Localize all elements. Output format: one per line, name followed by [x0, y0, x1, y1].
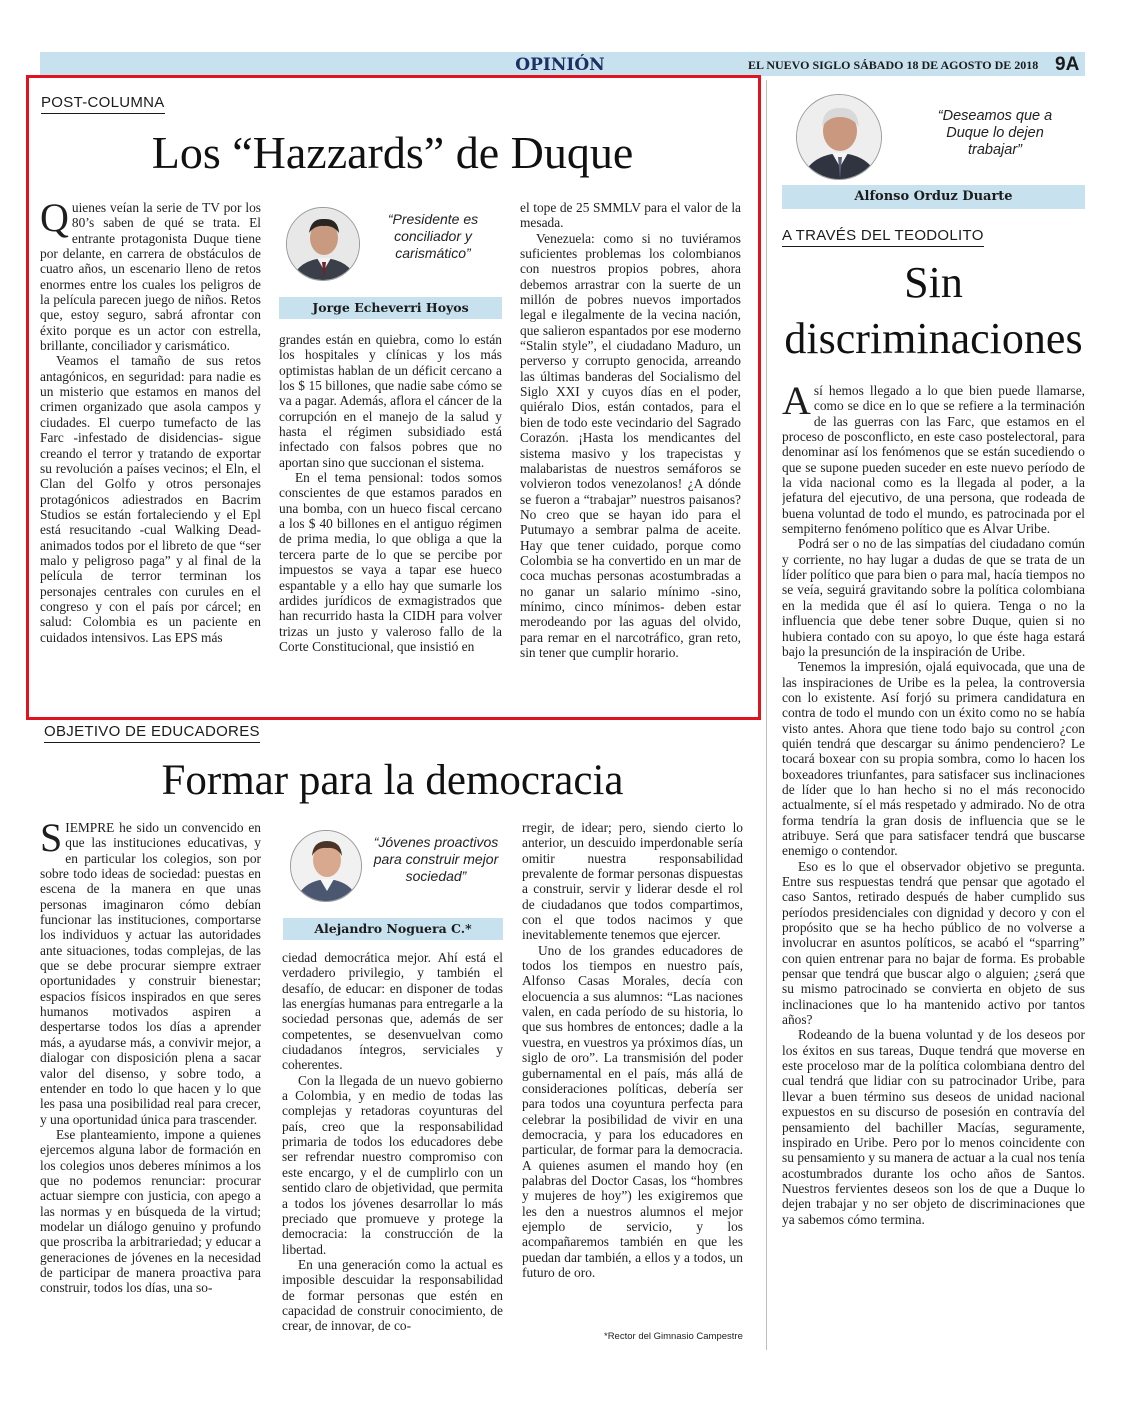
article3-headline-line1: Sin	[904, 258, 963, 307]
article3-author-box	[782, 92, 1085, 209]
column-divider	[766, 80, 767, 1350]
article3-body: Así hemos llegado a lo que bien puede llamarse, como se dice en lo que se refiere a la terminación de las guerras con las Farc, que estamos en el proceso de posconflicto, en este caso postelectoral, para denominar así los fenómenos que se están sucediendo o que se supone pueden suceder en este nuevo período de la vida nacional como es la llegada al poder, a la jefatura del ejecutivo, de una persona, que rodeada de buena voluntad de todo el mundo, es patrocinada por el sempiterno fenómeno político que es Alvar Uribe. Podrá ser o no de las simpatías del ciudadano común y corriente, no hay lugar a dudas de que se trata de un líder político que para bien o para mal, hacía tiempos no se veía, seguirá gravitando sobre la política colombiana en la medida que él así lo quiera. Tenga o no la influencia que debe tener sobre Duque, quien si no hubiera contado con su apoyo, lo que éste haga estará bajo la presunción de la inspiración de Uribe. Tenemos la impresión, ojalá equivocada, que una de las inspiraciones de Uribe es la pelea, la controversia con lo existente. Así forjó su primera candidatura en contra de todo el mundo con un éxito como no se había visto antes. Ahora que tiene todo bajo su control ¿con quién tendrá que descargar su ánimo pendenciero? Le tocará boxear con su propia sombra, como lo hacen los boxeadores triunfantes, para satisfacer sus inclinaciones de líder que lo han hecho si no el más reconocido actualmente, sí el más respetado y admirado. No de otra forma tendría la gran dosis de influencia que se le atribuye. Será que para satisfacer tendrá que buscarse enemigo o contendor. Eso es lo que el observador objetivo se pregunta. Entre sus respuestas tendrá que pensar que agotado el caso Santos, retirado después de haber cumplido sus períodos presidenciales con dignidad y decoro y con el propósito que se ha hecho público de no volverse a involucrar en asuntos políticos, se acabó el “sparring” con quien entrenar para no bajar de forma. Es probable pensar que tendrá que buscar algo o alguien; ¿será que su mismo patrocinado se convierta en objeto de sus inclinaciones que lo ha mantenido activo por tantos años? Rodeando de la buena voluntad y de los deseos por los éxitos en sus tareas, Duque tendrá que moverse en este proceloso mar de la política colombiana dentro del cual tendrá que lidiar con su patrocinador Uribe, para llevar a buen término sus deseos de unidad nacional expuestos en su discurso de posesión en contravía del pensamiento del bachiller Macías, seguramente, inspirado en Uribe. Pero por lo menos coincidente con su pensamiento y su manera de actuar a la cual nos tenía acostumbrados durante los ocho años de Santos. Nuestros fervientes deseos son los de que a Duque lo dejen trabajar y no ser objeto de discriminaciones que ya sabemos cómo termina.	[782, 383, 1085, 1227]
dropcap: A	[782, 383, 811, 423]
author-photo-icon	[286, 207, 360, 281]
page-number: 9A	[1055, 54, 1080, 75]
article2-author-box	[283, 824, 503, 940]
masthead-date: EL NUEVO SIGLO SÁBADO 18 DE AGOSTO DE 2018	[748, 58, 1039, 72]
article2-column-1: SIEMPRE he sido un convencido en que las instituciones educativas, y en particular los colegios, son por sobre todo ideas de sociedad: puestas en escena de la manera en que unas personas imaginaron cómo debían funcionar las instituciones, comportarse los individuos y actuar las autoridades ante situaciones, todas complejas, de las que se debe procurar siempre extraer oportunidades y construir bienestar; espacios físicos inspirados en que seres humanos motivados aspiren a despertarse todos los días a aprender más, a ayudarse más, a convivir mejor, a dialogar con disposición plena a sacar valor del disenso, y sobre todo, a entender en todo lo que hacen y lo que les pasa una posibilidad real para crecer, y una oportunidad única para trascender. Ese planteamiento, impone a quienes ejercemos alguna labor de formación en los colegios unos deberes mínimos a los que no podemos renunciar: procurar actuar siempre con justicia, con apego a las normas y en búsqueda de la virtud; modelar un diálogo genuino y profundo que proscriba la arbitrariedad; y educar a generaciones de jóvenes en la necesidad de participar de manera proactiva para construir, todos los días, una so-	[40, 820, 261, 1296]
article2-column-2: ciedad democrática mejor. Ahí está el verdadero privilegio, y también el desafío, de educar: en disponer de todas las energías humanas para entregarle a la sociedad personas que, además de ser competentes, se desenvuelvan como ciudadanos íntegros, serviciales y coherentes. Con la llegada de un nuevo gobierno a Colombia, y en medio de todas las complejas y retadoras coyunturas del país, creo que la responsabilidad primaria de todos los educadores debe ser refrendar nuestro compromiso con este encargo, y el de cumplirlo con un sentido claro de objetividad, que permita a todos los jóvenes desarrollar lo más preciado que promueve y protege la democracia: la construcción de la libertad. En una generación como la actual es imposible descuidar la responsabilidad de formar personas que estén en capacidad de construir conocimiento, de crear, de innovar, de co-	[282, 950, 503, 1334]
article2-author-name: Alejandro Noguera C.*	[283, 918, 503, 940]
dropcap: S	[40, 820, 63, 860]
section-name: OPINIÓN	[515, 55, 605, 75]
article3-headline-line2: discriminaciones	[784, 314, 1083, 363]
article2-headline: Formar para la democracia	[161, 757, 624, 804]
article1-headline: Los “Hazzards” de Duque	[151, 127, 634, 178]
article1-pull-quote: “Presidente es conciliador y carismático”	[387, 211, 479, 261]
article1-author-name: Jorge Echeverri Hoyos	[279, 297, 502, 319]
article3-kicker: A TRAVÉS DEL TEODOLITO	[782, 227, 984, 247]
article1-column-2: grandes están en quiebra, como lo están los hospitales y clínicas y los más optimistas hablan de un déficit cercano a los $ 15 billones, que nadie sabe cómo se va a pagar. Además, aflora el cáncer de la corrupción en el manejo de la salud y hasta el régimen subsidiado está infectado con falsos pobres que no aportan sino que succionan el sistema. En el tema pensional: todos somos conscientes de que estamos parados en una bomba, con un hueco fiscal cercano a los $ 40 billones en el antiguo régimen de prima media, lo que obliga a que la tercera parte de lo que se percibe por impuestos se vaya a tapar ese hueco espantable y a ello hay que sumarle los ardides jurídicos de exmagistrados que han recurrido hasta la CIDH para volver trizas un justo y valeroso fallo de la Corte Constitucional, que insistió en	[279, 332, 502, 654]
article1-column-1: Quienes veían la serie de TV por los 80’s saben de qué se trata. El entrante protagonista Duque tiene por delante, en carrera de obstáculos de cuatro años, un escenario lleno de retos enormes entre los cuales los peligros de la película parecen juego de niños. Retos que, estoy seguro, sabrá afrontar con éxito porque es un actor con estrella, brillante, conciliador y carismático. Veamos el tamaño de sus retos antagónicos, en seguridad: para nadie es un misterio que estamos en manos del crimen organizado que asola campos y ciudades. El cuerpo tumefacto de las Farc -infestado de disidencias- sigue creando el terror y tratando de exportar su revolución a países vecinos; el Eln, el Clan del Golfo y otros personajes protagónicos adiestrados en Bacrim Studios se están fortaleciendo y el Epl está resucitando -cual Walking Dead- animados todos por el libreto de que “ser malo y peligroso paga” y al final de la película de terror terminan los personajes centrales con curules en el congreso y con el país por cárcel; en salud: Colombia es un paciente en cuidados intensivos. Las EPS más	[40, 200, 261, 645]
article3-author-name: Alfonso Orduz Duarte	[782, 185, 1085, 209]
article2-kicker: OBJETIVO DE EDUCADORES	[44, 723, 260, 743]
article1-column-3: el tope de 25 SMMLV para el valor de la mesada. Venezuela: como si no tuviéramos suficientes problemas los colombianos con nuestros propios pobres, ahora debemos arrastrar con la suerte de un millón de pobres nuevos importados legal e ilegalmente de la vecina nación, que salieron espantados por ese moderno “Stalin style”, el ciudadano Maduro, un perverso y corrupto genocida, arreando las últimas banderas del Socialismo del Siglo XXI y cuyos días en el poder, quiéralo Dios, están contados, para el bien de todo este vecindario del Sagrado Corazón. ¡Hasta los mendicantes del sistema masivo y los trapecistas y malabaristas de nuestros semáforos se volvieron todos venezolanos! ¿A dónde se fueron a “trabajar” nuestros paisanos? No creo que se hayan ido para el Putumayo a sembrar palma de aceite. Hay que tener cuidado, porque como Colombia se ha convertido en un mar de coca muchas personas acostumbradas a no ganar un salario mínimo -sino, mínimo, cinco mínimos- deben estar merodeando por las aguas del olvido, para remar en el narcotráfico, gran reto, sin tener que cumplir horario.	[520, 200, 741, 660]
article1-kicker: POST-COLUMNA	[41, 94, 165, 114]
author-photo-icon	[796, 94, 882, 180]
article1-author-box	[279, 199, 502, 319]
dropcap: Q	[40, 200, 69, 240]
article2-footnote: *Rector del Gimnasio Campestre	[604, 1331, 743, 1342]
article2-column-3: rregir, de idear; pero, siendo cierto lo anterior, un descuido imperdonable sería omitir nuestra responsabilidad prevalente de formar personas dispuestas a construir, servir y liderar desde el rol de ciudadanos que todos compartimos, con el que todos nacimos y que inevitablemente tenemos que ejercer. Uno de los grandes educadores de todos los tiempos en nuestro país, Alfonso Casas Morales, decía con elocuencia a sus alumnos: “Las naciones valen, en cada período de su historia, lo que sus hombres de entonces; dadle a la vuestra, en vuestros ya próximos días, un siglo de oro”. La transmisión del poder gubernamental en el país, más allá de consideraciones políticas, debería ser para todos una coyuntura perfecta para celebrar la posibilidad de vivir en una democracia, y para los educadores en particular, de formar para la democracia. A quienes asumen el mando hoy (en palabras del Doctor Casas, los “hombres y mujeres de hoy”) les exigiremos que les den a nuestros alumnos el mejor ejemplo de servicio, y los acompañaremos también en que les puedan dar también, a ellos y a todos, un futuro de oro.	[522, 820, 743, 1280]
article3-pull-quote: “Deseamos que a Duque lo dejen trabajar”	[937, 108, 1053, 158]
article2-pull-quote: “Jóvenes proactivos para construir mejor sociedad”	[373, 834, 499, 884]
author-photo-icon	[290, 830, 362, 902]
